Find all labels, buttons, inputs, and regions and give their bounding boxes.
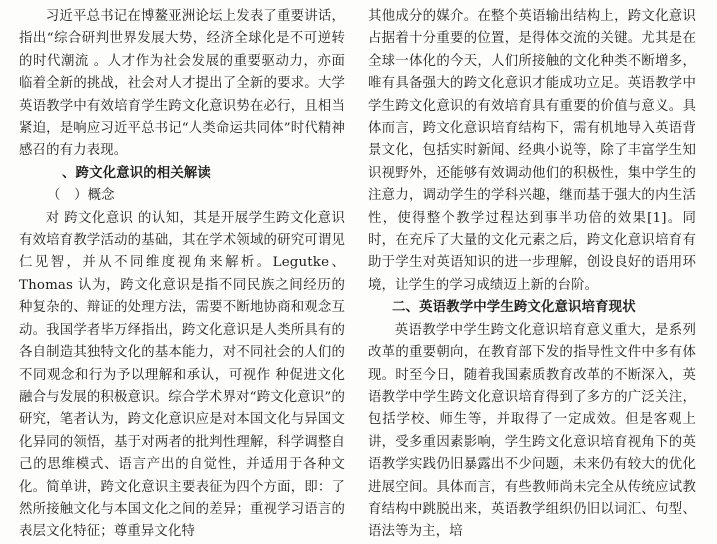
subheading-concept: （ ）概念 [47,188,115,204]
section-heading-2: 二、英语教学中学生跨文化意识培育现状 [392,300,636,316]
left-column [19,6,345,544]
right-column [368,6,696,544]
concept-paragraph: 对 跨文化意识 的认知，其是开展学生跨文化意识有效培育教学活动的基础，其在学术领域的研究可谓见仁见智，并从不同维度视角来解析。Legutke、Thomas 认为，跨文化意识是指不同民族之间经历的 种复杂的、辩证的处理方法，需要不断地协商和观念互动。我国学者毕万绎指出，跨文化意识是人类所具有的各自制造其独特文化的基本能力，对不同社会的人们的不同观念和行为予以理解和承认，可视作 种促进文化融合与发展的积极意识。综合学术界对“跨文化意识”的研究，笔者认为，跨文化意识应是对本国文化与异国文化异同的领悟，基于对两者的批判性理解，科学调整自己的思维模式、语言产出的自觉性，并适用于各种文化。简单讲，跨文化意识主要表征为四个方面，即：了然所接触文化与本国文化之间的差异；重视学习语言的表层文化特征；尊重异文化特 [19,210,345,540]
section-heading-1: 、跨文化意识的相关解读 [62,165,211,181]
continued-paragraph: 其他成分的媒介。在整个英语输出结构上，跨文化意识占据着十分重要的位置，是得体交流的关键。尤其是在全球一体化的今天，人们所接触的文化种类不断增多，唯有具备强大的跨文化意识才能成功立足。英语教学中学生跨文化意识的有效培育具有重要的价值与意义。具体而言，跨文化意识培育结构下，需有机地导入英语背景文化，包括实时新闻、经典小说等，除了丰富学生知识视野外，还能够有效调动他们的积极性，集中学生的注意力，调动学生的学科兴趣，继而基于强大的内生活性，使得整个教学过程达到事半功倍的效果[1]。同时，在充斥了大量的文化元素之后，跨文化意识培育有助于学生对英语知识的进一步理解，创设良好的语用环境，让学生的学习成绩迈上新的台阶。 [368,9,696,293]
status-paragraph: 英语教学中学生跨文化意识培育意义重大，是系列改革的重要朝向，在教育部下发的指导性文件中多有体现。时至今日，随着我国素质教育改革的不断深入，英语教学中学生跨文化意识培育得到了多方的广泛关注，包括学校、师生等，并取得了一定成效。但是客观上讲，受多重因素影响，学生跨文化意识培育视角下的英语教学实践仍旧暴露出不少问题，未来仍有较大的优化进展空间。具体而言，有些教师尚未完全从传统应试教育结构中跳脱出来，英语教学组织仍旧以词汇、句型、语法等为主，培 [368,322,696,540]
intro-paragraph: 习近平总书记在博鳌亚洲论坛上发表了重要讲话，指出“综合研判世界发展大势，经济全球化是不可逆转的时代潮流 。人才作为社会发展的重要驱动力，亦面临着全新的挑战，社会对人才提出了全新的要求。大学英语教学中有效培育学生跨文化意识势在必行，且相当紧迫，是响应习近平总书记“人类命运共同体”时代精神感召的有力表现。 [19,9,345,159]
